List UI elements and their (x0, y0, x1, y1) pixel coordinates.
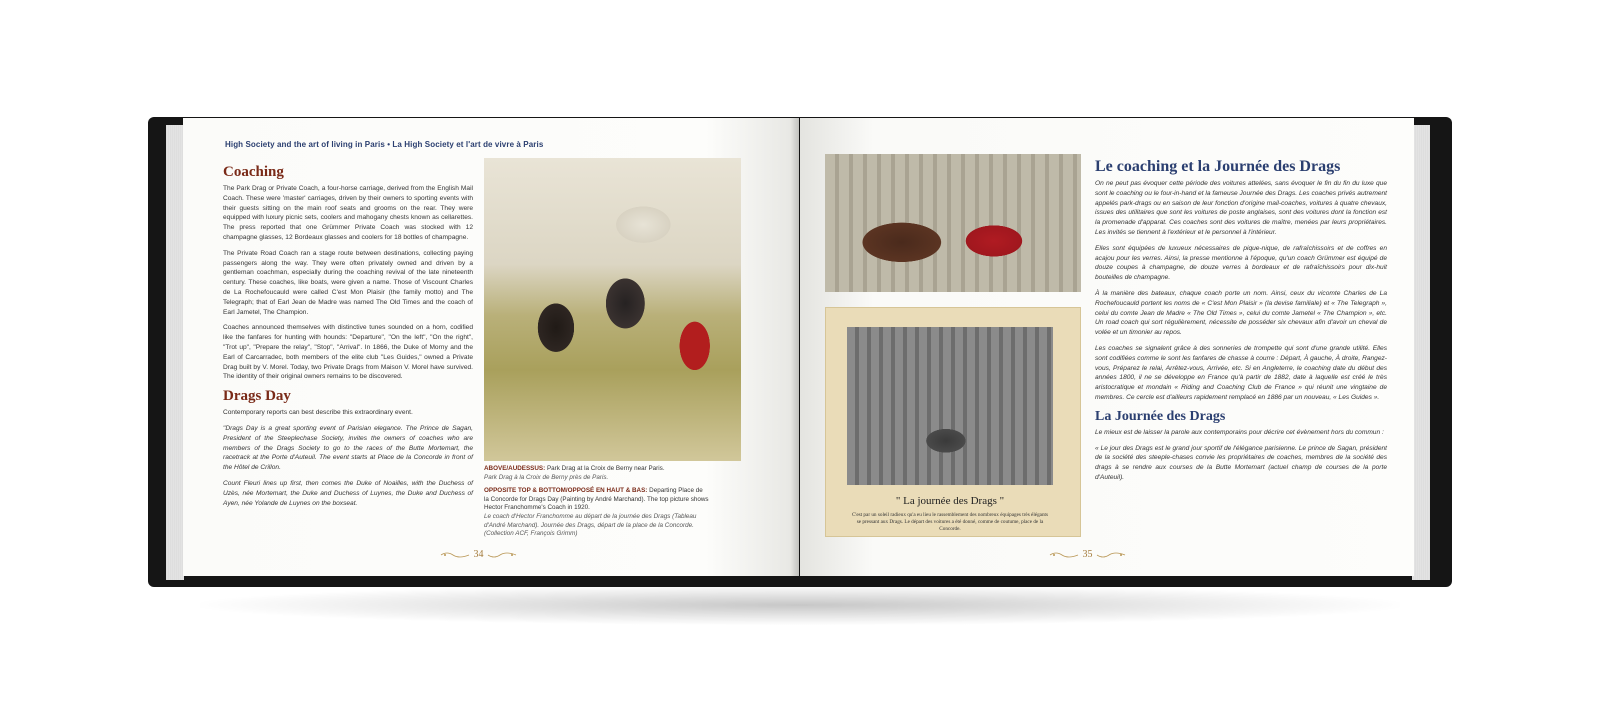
caption-heading: ABOVE/AUDESSUS: (484, 465, 546, 472)
caption-french: Park Drag à la Croix de Berny près de Paris. (484, 473, 609, 481)
left-page (183, 118, 799, 576)
paragraph: "Drags Day is a great sporting event of Parisian elegance. The Prince de Sagan, President of the Steeplechase Society, invites the owners of coaches who are members of the Drags Society to go to the races of the Butte Mortemart, the racetrack at the Porte d'Auteuil. The event starts at Place de la Concorde in front of the Hôtel de Crillon. (223, 424, 473, 472)
paragraph: Le mieux est de laisser la parole aux contemporains pour décrire cet évènement hors du commun : (1095, 428, 1384, 436)
paragraph: À la manière des bateaux, chaque coach porte un nom. Ainsi, ceux du vicomte Charles de La Rochefoucauld portent les noms de « C'est Mon Plaisir » (la devise familiale) et « The Telegraph », celui du comte Jean de Madre « The Old Times », celui du comte Jametel « The Champion », etc. Un road coach qui sort régulièrement, nécessite de posséder six chevaux afin d'avoir un cheval de volée et un timonier au repos. (1095, 289, 1387, 337)
running-head: High Society and the art of living in Paris • La High Society et l'art de vivre à Paris (225, 140, 544, 149)
caption-text: Departing Place de la Concorde for Drags Day (Painting by André Marchand). The top picture shows Hector Franchomme's Coach in 1920. (484, 487, 709, 512)
paragraph: Count Fleuri lines up first, then comes the Duke of Noailles, with the Duchess of Uzès, née Mortemart, the Duke and Duchess of Luynes, the Duke and Duchess of Ayen, née Yolande de Luynes on the boxseat. (223, 479, 473, 507)
left-text-column (223, 164, 473, 514)
section-title-le-coaching: Le coaching et la Journée des Drags (1095, 158, 1341, 175)
paragraph: The Private Road Coach ran a stage route between destinations, collecting paying passengers along the way. They were often privately owned and driven by a gentleman coachman, especially during the coaching revival of the late nineteenth century. These coaches, like boats, were given a name. Those of Viscount Charles de La Rochefoucauld were called C'est Mon Plaisir (the family motto) and The Telegraph; that of Earl Jean de Madre was named The Old Times and the coach of Earl Jametel, The Champion. (223, 249, 473, 316)
folio-left (439, 549, 518, 560)
book-shadow (200, 585, 1400, 625)
ornament-icon (439, 551, 471, 559)
caption-french: Le coach d'Hector Franchomme au départ de la journée des Drags (Tableau d'André Marchand). Journée des Drags, départ de la place de la Concorde. (Collection ACF, François Grimm) (484, 512, 697, 538)
paragraph: Coaches announced themselves with distinctive tunes sounded on a horn, codified like the fanfares for hunting with hounds: "Departure", "On the left", "On the right", "Trot up", "Prepare the relay", "Stop", "Arrival". In 1866, the Duke of Morny and the Earl of Carcarradec, both members of the elite club "Les Guides," owned a Private Drag built by V. Morel. Today, two Private Drags from Maison V. Morel have survived. The identity of their original owners remains to be discovered. (223, 324, 473, 381)
page-edges-right (1412, 125, 1430, 580)
ornament-icon (1095, 551, 1127, 559)
coaching-body (223, 184, 473, 382)
caption-text: Park Drag at la Croix de Berny near Paris. (546, 465, 665, 472)
caption-above (484, 465, 709, 482)
bw-photo-caption: C'est par un soleil radieux qu'a eu lieu le rassemblement des nombreux équipages très élégants se pressant aux Drags. Le départ des voitures a été donné, comme de coutume, place de la Concorde. (851, 512, 1049, 532)
page-number: 35 (1082, 549, 1093, 560)
ornament-icon (1048, 551, 1080, 559)
paragraph: Elles sont équipées de luxueux nécessaires de pique-nique, de rafraîchissoirs et de coffres en acajou pour les verres. Ainsi, la presse mentionne à l'époque, qu'un coach Grümmer est équipé de douze coupes à champagne, de douze verres à bordeaux et de rafraîchissoirs pour dix-huit bouteilles de champagne. (1095, 244, 1387, 282)
right-page (800, 118, 1414, 576)
folio-right (1048, 549, 1127, 560)
coach-concorde-photo (825, 154, 1081, 292)
bw-photo-title: " La journée des Drags " (895, 495, 1005, 507)
journee-body (1095, 428, 1387, 483)
park-drag-painting (484, 158, 741, 461)
left-captions (484, 465, 709, 544)
ornament-icon (486, 551, 518, 559)
section-title-drags-day: Drags Day (223, 388, 291, 405)
paragraph: « Le jour des Drags est le grand jour sportif de l'élégance parisienne. Le prince de Sagan, président de la société des steeple-chases convie les propriétaires de coaches, membres de la société des drags à se rendre aux courses de la Butte Mortemart (actuel champ de courses de la porte d'Auteuil). (1095, 444, 1387, 481)
paragraph: Les coaches se signalent grâce à des sonneries de trompette qui sont d'une grande utilité. Elles sont codifiées comme le sont les fanfares de chasse à courre : Départ, À gauche, À droite, Rangez-vous, Préparez le relai, Arrêtez-vous, Arrivée, etc. Si en Angleterre, le coaching date du début des années 1800, il ne se développe en France qu'à partir de 1882, date à laquelle est créé le très aristocratique et mondain « Riding and Coaching Club de France » qui réunit une vingtaine de membres. Ce cercle est d'ailleurs rapidement remplacé en 1886 par un nouveau, « Les Guides ». (1095, 344, 1387, 401)
drags-day-body (223, 408, 473, 508)
bw-photo-image (847, 327, 1053, 485)
page-edges-left (166, 125, 184, 580)
paragraph: Contemporary reports can best describe this extraordinary event. (223, 409, 413, 417)
caption-heading: OPPOSITE TOP & BOTTOM/OPPOSÉ EN HAUT & BAS: (484, 487, 648, 495)
right-text-column (1095, 158, 1387, 489)
journee-des-drags-photo (825, 307, 1081, 537)
paragraph: On ne peut pas évoquer cette période des voitures attelées, sans évoquer le fin du fin du luxe que sont le coaching ou le four-in-hand et la fameuse Journée des Drags. Les coaches privés autrement appelés park-drags ou en saison de leur fonction d'origine mail-coaches, voitures à quatre chevaux, issues des utilitaires que sont les voitures de poste anglaises, sont des voitures dont la fonction est la promenade d'apparat. Ces coaches sont des voitures de maître, menées par leurs propriétaires. Les invités se tiennent à l'extérieur et le personnel à l'intérieur. (1095, 180, 1387, 236)
caption-opposite (484, 487, 709, 539)
section-title-coaching: Coaching (223, 164, 284, 180)
le-coaching-body (1095, 179, 1387, 403)
page-number: 34 (473, 549, 484, 560)
section-title-journee: La Journée des Drags (1095, 408, 1226, 424)
paragraph: The Park Drag or Private Coach, a four-horse carriage, derived from the English Mail Coach. These were 'master' carriages, driven by their owners to sporting events with their guests sitting on the main roof seats and grooms on the rear. They were equipped with luxury picnic sets, coolers and mahogany chests known as cellarettes. The press reported that one Grümmer Private Coach was stocked with 12 champagne glasses, 12 Bordeaux glasses and coolers for 18 bottles of champagne. (223, 185, 473, 241)
